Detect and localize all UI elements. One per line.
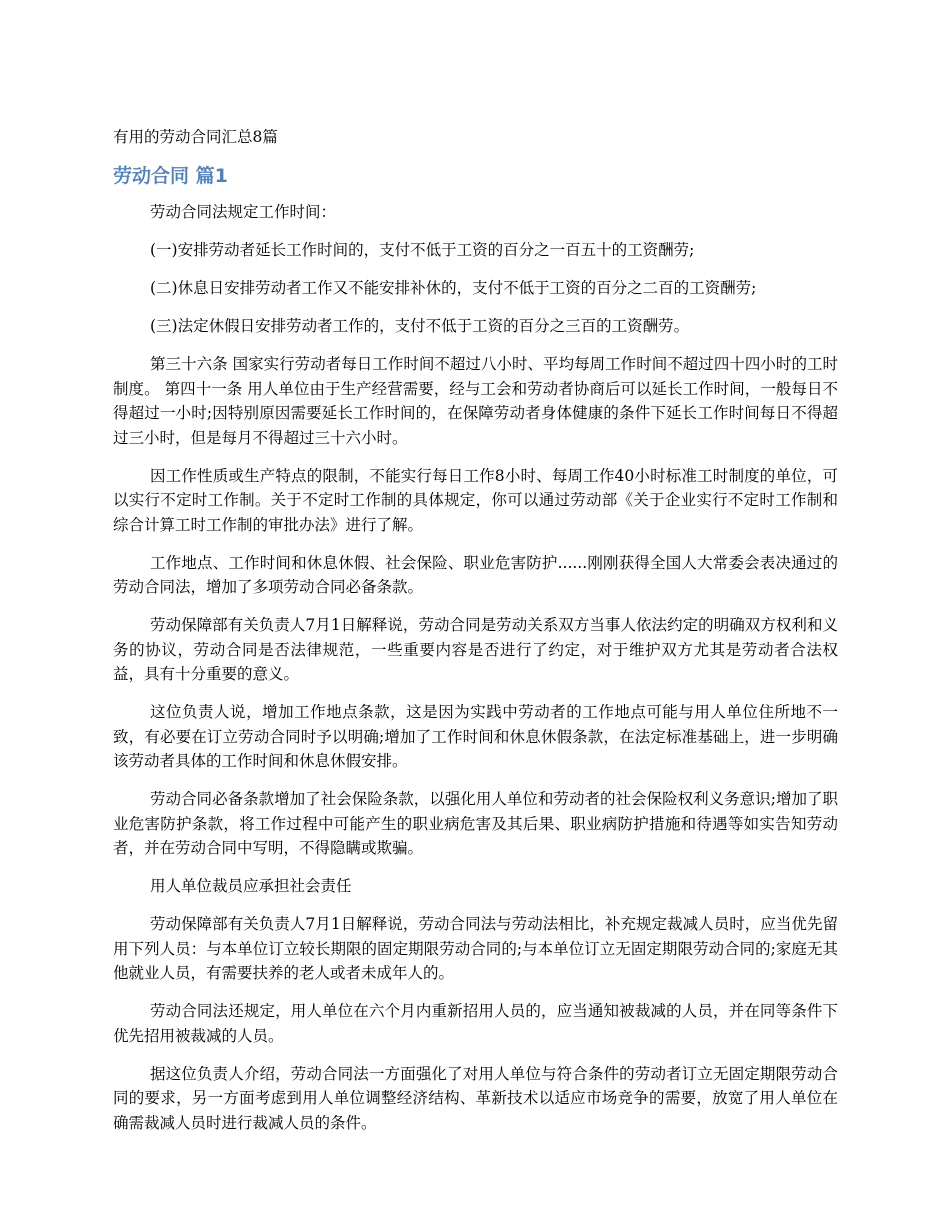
paragraph: 第三十六条 国家实行劳动者每日工作时间不超过八小时、平均每周工作时间不超过四十四小时的工时制度。 第四十一条 用人单位由于生产经营需要，经与工会和劳动者协商后可以延长工作时间，一般每日不得超过一小时;因特别原因需要延长工作时间的，在保障劳动者身体健康的条件下延长工作时间每日不得超过三小时，但是每月不得超过三十六小时。 — [113, 355, 838, 447]
paragraph: 这位负责人说，增加工作地点条款，这是因为实践中劳动者的工作地点可能与用人单位住所地不一致，有必要在订立劳动合同时予以明确;增加了工作时间和休息休假条款，在法定标准基础上，进一步明确该劳动者具体的工作时间和休息休假安排。 — [113, 703, 838, 770]
paragraph: 据这位负责人介绍，劳动合同法一方面强化了对用人单位与符合条件的劳动者订立无固定期限劳动合同的要求，另一方面考虑到用人单位调整经济结构、革新技术以适应市场竞争的需要，放宽了用人单位在确需裁减人员时进行裁减人员的条件。 — [113, 1064, 838, 1132]
paragraph: (一)安排劳动者延长工作时间的，支付不低于工资的百分之一百五十的工资酬劳; — [150, 241, 695, 259]
paragraph: 劳动保障部有关负责人7月1日解释说，劳动合同是劳动关系双方当事人依法约定的明确双方权利和义务的协议，劳动合同是否法律规范，一些重要内容是否进行了约定，对于维护双方尤其是劳动者合法权益，具有十分重要的意义。 — [113, 616, 838, 683]
paragraph: (三)法定休假日安排劳动者工作的，支付不低于工资的百分之三百的工资酬劳。 — [150, 317, 690, 335]
subheading-paragraph: 用人单位裁员应承担社会责任 — [150, 877, 352, 895]
paragraph: 劳动合同必备条款增加了社会保险条款，以强化用人单位和劳动者的社会保险权利义务意识;增加了职业危害防护条款，将工作过程中可能产生的职业病危害及其后果、职业病防护措施和待遇等如实告知劳动者，并在劳动合同中写明，不得隐瞒或欺骗。 — [113, 790, 838, 857]
paragraph: 劳动合同法还规定，用人单位在六个月内重新招用人员的，应当通知被裁减的人员，并在同等条件下优先招用被裁减的人员。 — [113, 1002, 838, 1045]
document-title: 有用的劳动合同汇总8篇 — [113, 128, 278, 146]
paragraph: 因工作性质或生产特点的限制，不能实行每日工作8小时、每周工作40小时标准工时制度的单位，可以实行不定时工作制。关于不定时工作制的具体规定，你可以通过劳动部《关于企业实行不定时工作制和综合计算工时工作制的审批办法》进行了解。 — [113, 466, 838, 534]
section-heading: 劳动合同 篇1 — [113, 165, 228, 187]
paragraph: 工作地点、工作时间和休息休假、社会保险、职业危害防护......刚刚获得全国人大常委会表决通过的劳动合同法，增加了多项劳动合同必备条款。 — [113, 553, 838, 596]
paragraph: (二)休息日安排劳动者工作又不能安排补休的，支付不低于工资的百分之二百的工资酬劳; — [150, 279, 757, 297]
paragraph: 劳动保障部有关负责人7月1日解释说，劳动合同法与劳动法相比，补充规定裁减人员时，应当优先留用下列人员：与本单位订立较长期限的固定期限劳动合同的;与本单位订立无固定期限劳动合同的;家庭无其他就业人员，有需要扶养的老人或者未成年人的。 — [113, 915, 838, 982]
paragraph: 劳动合同法规定工作时间： — [150, 203, 337, 221]
document-body — [113, 200, 838, 1149]
